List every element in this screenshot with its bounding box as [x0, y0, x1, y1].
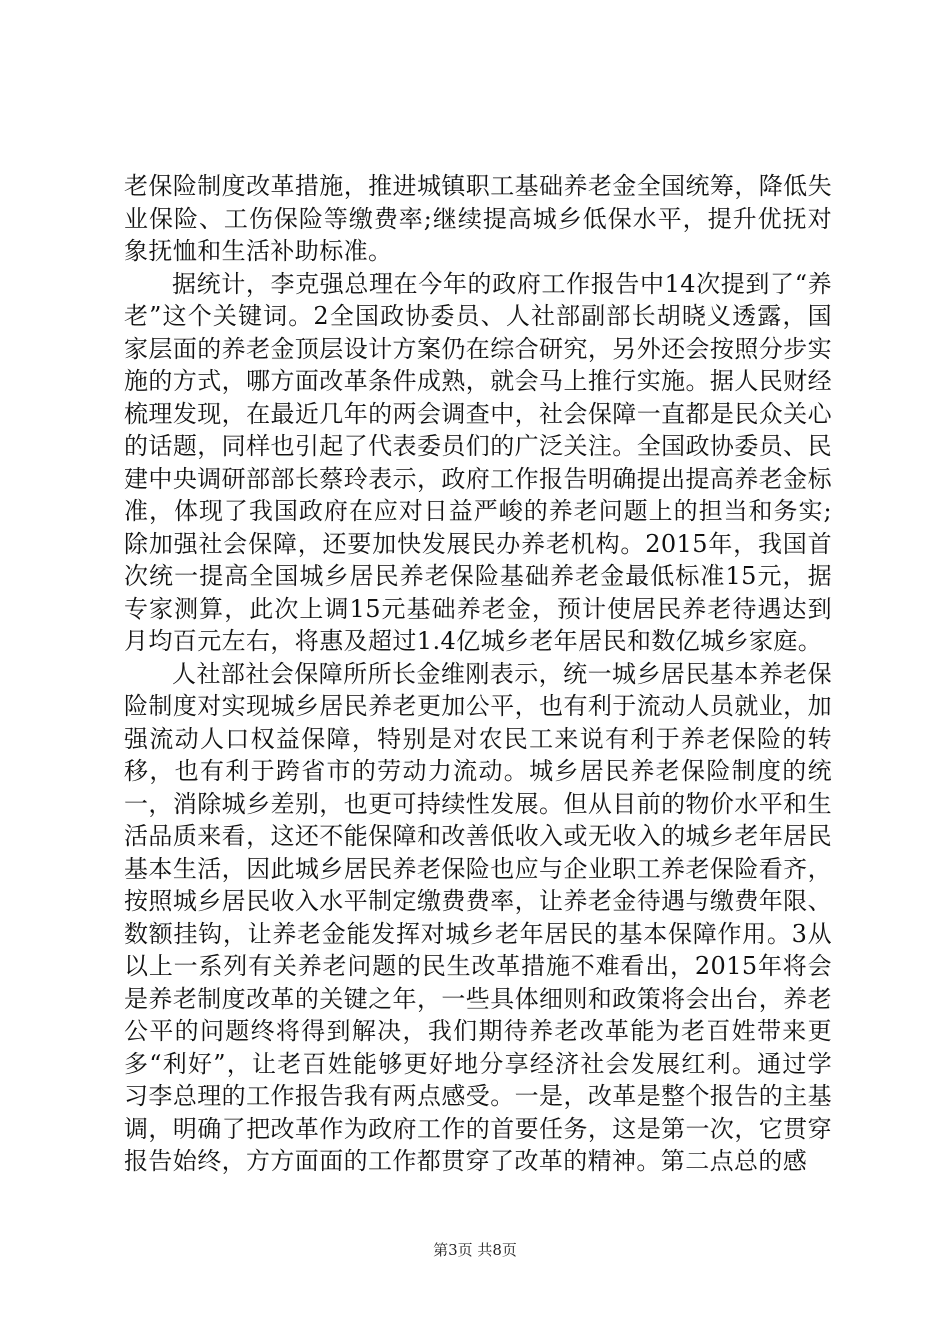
- document-body: [124, 170, 832, 1178]
- paragraph-3: 人社部社会保障所所长金维刚表示，统一城乡居民基本养老保险制度对实现城乡居民养老更加公平，也有利于流动人员就业，加强流动人口权益保障，特别是对农民工来说有利于养老保险的转移，也有利于跨省市的劳动力流动。城乡居民养老保险制度的统一，消除城乡差别，也更可持续性发展。但从目前的物价水平和生活品质来看，这还不能保障和改善低收入或无收入的城乡老年居民基本生活，因此城乡居民养老保险也应与企业职工养老保险看齐，按照城乡居民收入水平制定缴费费率，让养老金待遇与缴费年限、数额挂钩，让养老金能发挥对城乡老年居民的基本保障作用。3从以上一系列有关养老问题的民生改革措施不难看出，2015年将会是养老制度改革的关键之年，一些具体细则和政策将会出台，养老公平的问题终将得到解决，我们期待养老改革能为老百姓带来更多“利好”，让老百姓能够更好地分享经济社会发展红利。通过学习李总理的工作报告我有两点感受。一是，改革是整个报告的主基调，明确了把改革作为政府工作的首要任务，这是第一次，它贯穿报告始终，方方面面的工作都贯穿了改革的精神。第二点总的感: [124, 659, 832, 1175]
- page-footer: [0, 1240, 950, 1260]
- paragraph-1: 老保险制度改革措施，推进城镇职工基础养老金全国统筹，降低失业保险、工伤保险等缴费率;继续提高城乡低保水平，提升优抚对象抚恤和生活补助标准。: [124, 172, 832, 265]
- paragraph-2: 据统计，李克强总理在今年的政府工作报告中14次提到了“养老”这个关键词。2全国政协委员、人社部副部长胡晓义透露，国家层面的养老金顶层设计方案仍在综合研究，另外还会按照分步实施的方式，哪方面改革条件成熟，就会马上推行实施。据人民财经梳理发现，在最近几年的两会调查中，社会保障一直都是民众关心的话题，同样也引起了代表委员们的广泛关注。全国政协委员、民建中央调研部部长蔡玲表示，政府工作报告明确提出提高养老金标准，体现了我国政府在应对日益严峻的养老问题上的担当和务实;除加强社会保障，还要加快发展民办养老机构。2015年，我国首次统一提高全国城乡居民养老保险基础养老金最低标准15元，据专家测算，此次上调15元基础养老金，预计使居民养老待遇达到月均百元左右，将惠及超过1.4亿城乡老年居民和数亿城乡家庭。: [124, 269, 832, 655]
- page-number-indicator: 第3页 共8页: [433, 1241, 517, 1259]
